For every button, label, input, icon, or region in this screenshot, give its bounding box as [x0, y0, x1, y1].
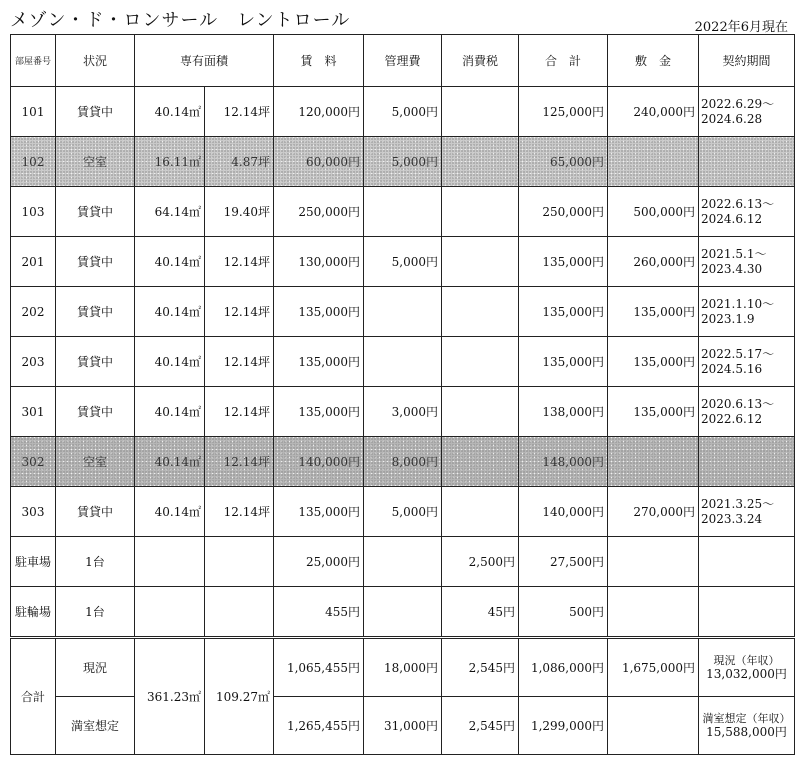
deposit-cell: 135,000円 [608, 337, 699, 387]
total-cell: 138,000円 [519, 387, 608, 437]
contract-period [699, 187, 795, 237]
current-deposit: 1,675,000円 [608, 638, 699, 697]
rent-cell: 250,000円 [274, 187, 364, 237]
deposit-cell: 500,000円 [608, 187, 699, 237]
rent-cell: 135,000円 [274, 337, 364, 387]
contract-period [699, 237, 795, 287]
total-area-tsubo: 109.27㎡ [205, 638, 274, 755]
empty-cell [364, 537, 442, 587]
parking-tax: 2,500円 [442, 537, 519, 587]
mgmt-fee-cell: 5,000円 [364, 87, 442, 137]
area-tsubo: 12.14坪 [205, 237, 274, 287]
status-cell: 賃貸中 [56, 287, 135, 337]
rent-cell: 135,000円 [274, 387, 364, 437]
room-number: 302 [11, 437, 56, 487]
area-tsubo: 12.14坪 [205, 487, 274, 537]
tax-cell [442, 187, 519, 237]
rent-cell: 135,000円 [274, 487, 364, 537]
total-cell: 148,000円 [519, 437, 608, 487]
current-annual [699, 638, 795, 697]
rent-cell: 60,000円 [274, 137, 364, 187]
header-deposit: 敷 金 [608, 35, 699, 87]
area-tsubo: 4.87坪 [205, 137, 274, 187]
total-cell: 250,000円 [519, 187, 608, 237]
header-row [11, 35, 795, 87]
period-end: 2024.5.16 [701, 361, 763, 376]
deposit-cell: 240,000円 [608, 87, 699, 137]
period-end: 2022.6.12 [701, 411, 763, 426]
period-start: 2022.5.17～ [701, 346, 775, 361]
full-rent: 1,265,455円 [274, 697, 364, 755]
tax-cell [442, 387, 519, 437]
period-start: 2021.1.10～ [701, 296, 775, 311]
room-number: 301 [11, 387, 56, 437]
period-end: 2024.6.12 [701, 211, 763, 226]
empty-cell [608, 587, 699, 638]
mgmt-fee-cell [364, 287, 442, 337]
total-area-sqm: 361.23㎡ [135, 638, 205, 755]
document-title: メゾン・ド・ロンサール レントロール [10, 10, 351, 31]
totals-current-row [11, 638, 795, 697]
bicycle-label: 駐輪場 [11, 587, 56, 638]
area-tsubo: 19.40坪 [205, 187, 274, 237]
area-sqm: 40.14㎡ [135, 387, 205, 437]
total-cell: 135,000円 [519, 287, 608, 337]
area-sqm: 40.14㎡ [135, 337, 205, 387]
current-mgmt: 18,000円 [364, 638, 442, 697]
current-annual-label: 現況（年収） [713, 653, 780, 667]
table-row-vacant [11, 437, 795, 487]
mgmt-fee-cell [364, 337, 442, 387]
deposit-cell: 135,000円 [608, 287, 699, 337]
current-tax: 2,545円 [442, 638, 519, 697]
empty-cell [608, 697, 699, 755]
table-row-vacant [11, 137, 795, 187]
table-row [11, 387, 795, 437]
total-cell: 135,000円 [519, 337, 608, 387]
parking-rent: 25,000円 [274, 537, 364, 587]
total-cell: 65,000円 [519, 137, 608, 187]
header-mgmt: 管理費 [364, 35, 442, 87]
full-total: 1,299,000円 [519, 697, 608, 755]
table-row [11, 487, 795, 537]
contract-period [699, 87, 795, 137]
empty-cell [135, 537, 205, 587]
status-cell: 賃貸中 [56, 387, 135, 437]
mgmt-fee-cell [364, 187, 442, 237]
current-total: 1,086,000円 [519, 638, 608, 697]
total-cell: 140,000円 [519, 487, 608, 537]
bicycle-total: 500円 [519, 587, 608, 638]
contract-period [699, 437, 795, 487]
period-start: 2020.6.13～ [701, 396, 775, 411]
table-row [11, 337, 795, 387]
header-status: 状況 [56, 35, 135, 87]
mgmt-fee-cell: 5,000円 [364, 137, 442, 187]
period-start: 2022.6.29～ [701, 96, 775, 111]
contract-period [699, 137, 795, 187]
totals-full-row [11, 697, 795, 755]
mgmt-fee-cell: 3,000円 [364, 387, 442, 437]
status-cell: 賃貸中 [56, 87, 135, 137]
header-room: 部屋番号 [11, 35, 56, 87]
full-mgmt: 31,000円 [364, 697, 442, 755]
area-sqm: 40.14㎡ [135, 87, 205, 137]
full-label: 満室想定 [56, 697, 135, 755]
full-annual-value: 15,588,000円 [706, 724, 787, 739]
tax-cell [442, 337, 519, 387]
bicycle-row [11, 587, 795, 638]
rent-cell: 140,000円 [274, 437, 364, 487]
tax-cell [442, 437, 519, 487]
room-number: 102 [11, 137, 56, 187]
table-row [11, 87, 795, 137]
tax-cell [442, 87, 519, 137]
full-tax: 2,545円 [442, 697, 519, 755]
rent-roll-table [10, 34, 795, 755]
mgmt-fee-cell: 8,000円 [364, 437, 442, 487]
room-number: 202 [11, 287, 56, 337]
empty-cell [699, 537, 795, 587]
period-end: 2024.6.28 [701, 111, 763, 126]
area-sqm: 40.14㎡ [135, 237, 205, 287]
deposit-cell [608, 437, 699, 487]
area-sqm: 40.14㎡ [135, 487, 205, 537]
rent-cell: 130,000円 [274, 237, 364, 287]
area-tsubo: 12.14坪 [205, 437, 274, 487]
area-sqm: 16.11㎡ [135, 137, 205, 187]
table-row [11, 237, 795, 287]
period-start: 2021.5.1～ [701, 246, 767, 261]
bicycle-rent: 455円 [274, 587, 364, 638]
totals-label: 合計 [11, 638, 56, 755]
room-number: 203 [11, 337, 56, 387]
tax-cell [442, 137, 519, 187]
current-rent: 1,065,455円 [274, 638, 364, 697]
deposit-cell [608, 137, 699, 187]
period-end: 2023.4.30 [701, 261, 763, 276]
empty-cell [205, 537, 274, 587]
status-cell: 空室 [56, 437, 135, 487]
area-sqm: 64.14㎡ [135, 187, 205, 237]
deposit-cell: 270,000円 [608, 487, 699, 537]
status-cell: 賃貸中 [56, 237, 135, 287]
area-tsubo: 12.14坪 [205, 287, 274, 337]
area-tsubo: 12.14坪 [205, 387, 274, 437]
period-end: 2023.3.24 [701, 511, 763, 526]
deposit-cell: 260,000円 [608, 237, 699, 287]
total-cell: 135,000円 [519, 237, 608, 287]
parking-count: 1台 [56, 537, 135, 587]
header-area: 専有面積 [135, 35, 274, 87]
as-of-date: 2022年6月現在 [694, 20, 788, 35]
contract-period [699, 337, 795, 387]
parking-row [11, 537, 795, 587]
bicycle-count: 1台 [56, 587, 135, 638]
area-sqm: 40.14㎡ [135, 437, 205, 487]
header-rent: 賃 料 [274, 35, 364, 87]
period-start: 2022.6.13～ [701, 196, 775, 211]
parking-total: 27,500円 [519, 537, 608, 587]
area-sqm: 40.14㎡ [135, 287, 205, 337]
status-cell: 空室 [56, 137, 135, 187]
empty-cell [205, 587, 274, 638]
empty-cell [364, 587, 442, 638]
current-label: 現況 [56, 638, 135, 697]
contract-period [699, 387, 795, 437]
full-annual-label: 満室想定（年収） [702, 711, 791, 725]
deposit-cell: 135,000円 [608, 387, 699, 437]
contract-period [699, 287, 795, 337]
room-number: 101 [11, 87, 56, 137]
rent-cell: 120,000円 [274, 87, 364, 137]
mgmt-fee-cell: 5,000円 [364, 487, 442, 537]
total-cell: 125,000円 [519, 87, 608, 137]
tax-cell [442, 237, 519, 287]
area-tsubo: 12.14坪 [205, 337, 274, 387]
mgmt-fee-cell: 5,000円 [364, 237, 442, 287]
rent-cell: 135,000円 [274, 287, 364, 337]
room-number: 103 [11, 187, 56, 237]
table-row [11, 287, 795, 337]
empty-cell [135, 587, 205, 638]
area-tsubo: 12.14坪 [205, 87, 274, 137]
status-cell: 賃貸中 [56, 337, 135, 387]
tax-cell [442, 287, 519, 337]
room-number: 303 [11, 487, 56, 537]
header-total: 合 計 [519, 35, 608, 87]
current-annual-value: 13,032,000円 [706, 666, 787, 681]
room-number: 201 [11, 237, 56, 287]
table-row [11, 187, 795, 237]
contract-period [699, 487, 795, 537]
tax-cell [442, 487, 519, 537]
empty-cell [699, 587, 795, 638]
full-annual [699, 697, 795, 755]
status-cell: 賃貸中 [56, 487, 135, 537]
parking-label: 駐車場 [11, 537, 56, 587]
status-cell: 賃貸中 [56, 187, 135, 237]
header-tax: 消費税 [442, 35, 519, 87]
header-period: 契約期間 [699, 35, 795, 87]
period-start: 2021.3.25～ [701, 496, 775, 511]
bicycle-tax: 45円 [442, 587, 519, 638]
empty-cell [608, 537, 699, 587]
period-end: 2023.1.9 [701, 311, 755, 326]
